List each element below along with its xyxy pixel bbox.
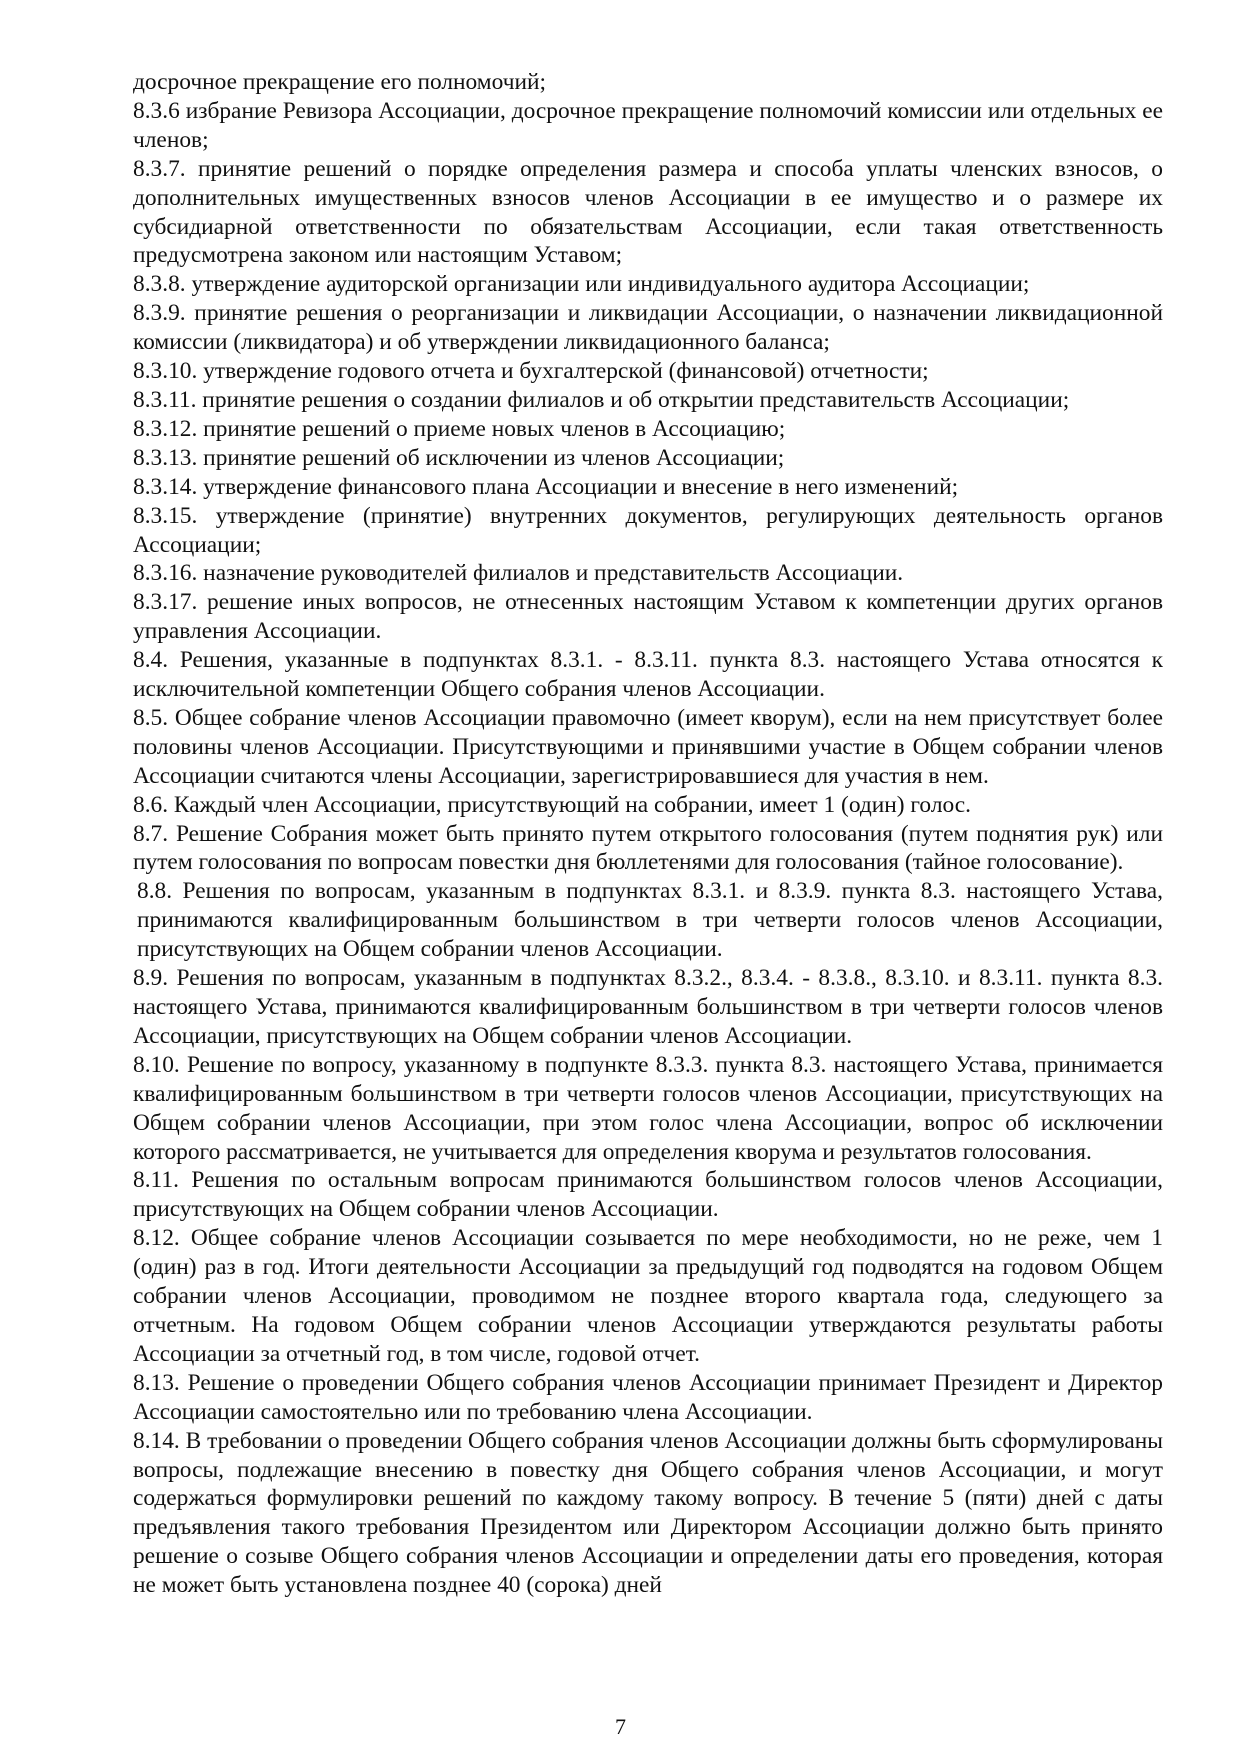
paragraph-8-3-8: 8.3.8. утверждение аудиторской организации или индивидуального аудитора Ассоциации;	[133, 271, 1030, 298]
paragraph-8-3-17: 8.3.17. решение иных вопросов, не отнесенных настоящим Уставом к компетенции других органов управления Ассоциации.	[133, 589, 1163, 645]
paragraph-8-3-11: 8.3.11. принятие решения о создании филиалов и об открытии представительств Ассоциации;	[133, 386, 1070, 413]
paragraph-8-3-14: 8.3.14. утверждение финансового плана Ассоциации и внесение в него изменений;	[133, 473, 959, 500]
paragraph-8-11: 8.11. Решения по остальным вопросам принимаются большинством голосов членов Ассоциации, присутствующих на Общем собрании членов Ассоциации.	[133, 1167, 1163, 1223]
paragraph-8-7: 8.7. Решение Собрания может быть принято путем открытого голосования (путем поднятия рук) или путем голосования по вопросам повестки дня бюллетенями для голосования (тайное голосование).	[133, 820, 1163, 876]
paragraph-8-3-15: 8.3.15. утверждение (принятие) внутренних документов, регулирующих деятельность органов Ассоциации;	[133, 502, 1163, 558]
paragraph-8-3-7: 8.3.7. принятие решений о порядке определения размера и способа уплаты членских взносов, о дополнительных имущественных взносов членов Ассоциации в ее имущество и о размере их субсидиарной ответственности по обязательствам Ассоциации, если такая ответственность предусмотрена законом или настоящим Уставом;	[133, 155, 1163, 269]
paragraph-8-4: 8.4. Решения, указанные в подпунктах 8.3.1. - 8.3.11. пункта 8.3. настоящего Устава относятся к исключительной компетенции Общего собрания членов Ассоциации.	[133, 647, 1163, 703]
document-body	[133, 68, 1163, 1600]
paragraph-8-10: 8.10. Решение по вопросу, указанному в подпункте 8.3.3. пункта 8.3. настоящего Устава, принимается квалифицированным большинством в три четверти голосов членов Ассоциации, присутствующих на Общем собрании членов Ассоциации, при этом голос члена Ассоциации, вопрос об исключении которого рассматривается, не учитывается для определения кворума и результатов голосования.	[133, 1051, 1163, 1165]
page-number: 7	[615, 1714, 626, 1739]
paragraph-8-9: 8.9. Решения по вопросам, указанным в подпунктах 8.3.2., 8.3.4. - 8.3.8., 8.3.10. и 8.3.11. пункта 8.3. настоящего Устава, принимаются квалифицированным большинством в три четверти голосов членов Ассоциации, присутствующих на Общем собрании членов Ассоциации.	[133, 965, 1163, 1049]
paragraph-8-6: 8.6. Каждый член Ассоциации, присутствующий на собрании, имеет 1 (один) голос.	[133, 791, 971, 818]
paragraph-8-14: 8.14. В требовании о проведении Общего собрания членов Ассоциации должны быть сформулированы вопросы, подлежащие внесению в повестку дня Общего собрания членов Ассоциации, и могут содержаться формулировки решений по каждому такому вопросу. В течение 5 (пяти) дней с даты предъявления такого требования Президентом или Директором Ассоциации должно быть принято решение о созыве Общего собрания членов Ассоциации и определении даты его проведения, которая не может быть установлена позднее 40 (сорока) дней	[133, 1427, 1163, 1599]
paragraph-8-13: 8.13. Решение о проведении Общего собрания членов Ассоциации принимает Президент и Директор Ассоциации самостоятельно или по требованию члена Ассоциации.	[133, 1369, 1163, 1425]
paragraph-8-5: 8.5. Общее собрание членов Ассоциации правомочно (имеет кворум), если на нем присутствует более половины членов Ассоциации. Присутствующими и принявшими участие в Общем собрании членов Ассоциации считаются члены Ассоциации, зарегистрировавшиеся для участия в нем.	[133, 704, 1163, 789]
paragraph-8-3-6: 8.3.6 избрание Ревизора Ассоциации, досрочное прекращение полномочий комиссии или отдельных ее членов;	[133, 97, 1163, 153]
paragraph-8-3-9: 8.3.9. принятие решения о реорганизации и ликвидации Ассоциации, о назначении ликвидационной комиссии (ликвидатора) и об утверждении ликвидационного баланса;	[133, 300, 1163, 356]
paragraph-8-3-13: 8.3.13. принятие решений об исключении из членов Ассоциации;	[133, 444, 785, 471]
paragraph-8-3-12: 8.3.12. принятие решений о приеме новых членов в Ассоциацию;	[133, 415, 786, 442]
paragraph-8-12: 8.12. Общее собрание членов Ассоциации созывается по мере необходимости, но не реже, чем 1 (один) раз в год. Итоги деятельности Ассоциации за предыдущий год подводятся на годовом Общем собрании членов Ассоциации, проводимом не позднее второго квартала года, следующего за отчетным. На годовом Общем собрании членов Ассоциации утверждаются результаты работы Ассоциации за отчетный год, в том числе, годовой отчет.	[133, 1225, 1163, 1367]
paragraph-8-3-10: 8.3.10. утверждение годового отчета и бухгалтерской (финансовой) отчетности;	[133, 358, 929, 385]
paragraph-8-3-16: 8.3.16. назначение руководителей филиалов и представительств Ассоциации.	[133, 560, 904, 587]
paragraph-8-8: 8.8. Решения по вопросам, указанным в подпунктах 8.3.1. и 8.3.9. пункта 8.3. настоящего Устава, принимаются квалифицированным большинством в три четверти голосов членов Ассоциации, присутствующих на Общем собрании членов Ассоциации.	[137, 878, 1163, 963]
paragraph-8-3-5-continuation: досрочное прекращение его полномочий;	[133, 69, 547, 95]
